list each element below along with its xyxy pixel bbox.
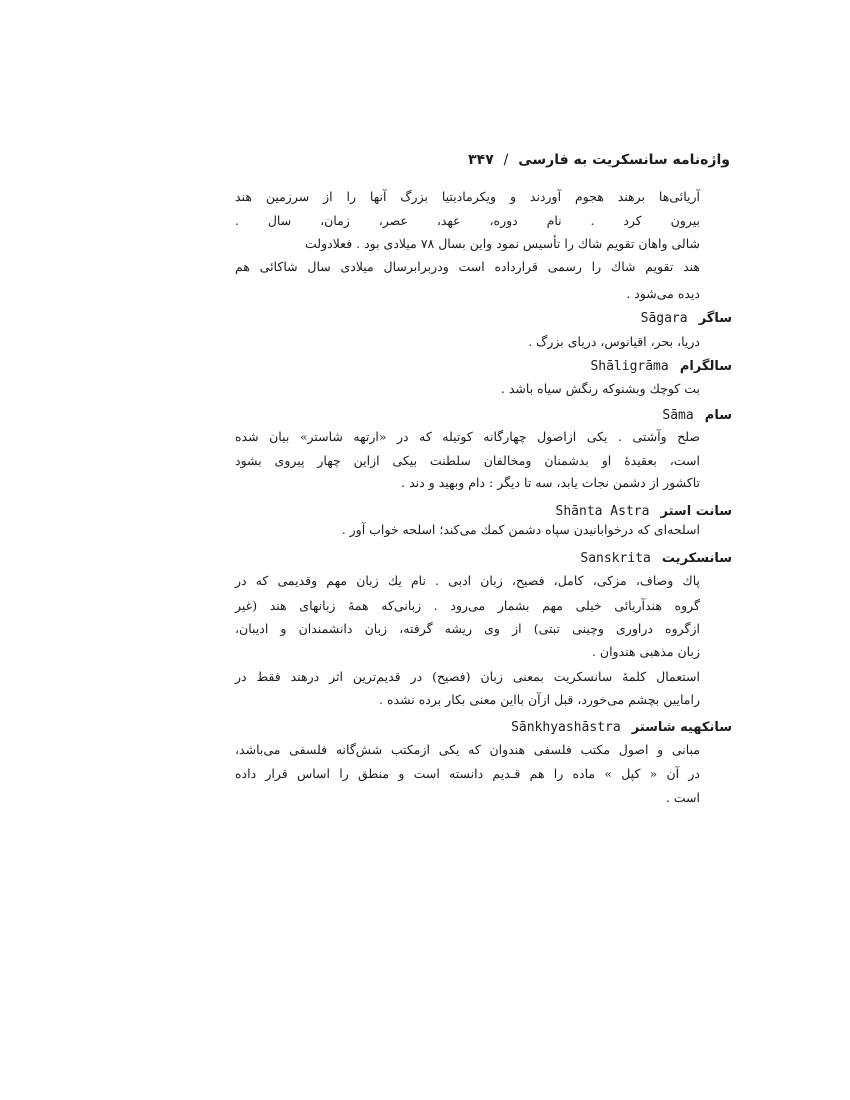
intro-line: دیده می‌شود . [626,286,700,301]
entry-heading [590,355,732,375]
intro-line: شالی واهان تقویم شاك را تأسیس نمود واین بسال ۷۸ میلادی بود . فعلادولت [305,236,700,251]
entry-definition-line: استعمال کلمهٔ سانسکریت بمعنی زبان (فصیح) در قدیم‌ترین اثر درهند فقط در [235,669,700,684]
entry-term-persian: ساگر [698,311,732,326]
entry-term-latin: Sanskrita [580,551,651,566]
entry-term-latin: Sāgara [640,311,688,326]
entry-heading [556,500,732,520]
entry-heading [641,307,732,327]
entry-definition-line: ازگروه دراوری وچینی تبتی) از وی ریشه گرفته، زبان دانشمندان و ادیبان، [235,621,700,636]
entry-definition-line: رامایین بچشم می‌خورد، قبل ازآن بااین معنی بکار برده نشده . [379,692,700,707]
entry-term-persian: سالگرام [679,359,732,374]
entry-definition-line: بت کوچك وبشنوکه رنگش سیاه باشد . [500,381,700,396]
entry-term-latin: Sāma [662,408,694,423]
entry-term-persian: سانسکریت [661,551,732,566]
intro-line: بیرون کرد . نام دوره، عهد، عصر، زمان، سال . [235,213,700,228]
intro-line: هند تقویم شاك را رسمی قرارداده است ودربرابرسال میلادی سال شاکائی هم [235,259,700,274]
entry-heading [662,404,732,424]
entry-definition-line: دریا، بحر، اقیانوس، دریای بزرگ . [528,334,700,349]
intro-line: آریائی‌ها برهند هجوم آوردند و ویکرمادیتیا بزرگ آنها را از سرزمین هند [235,189,700,204]
entry-term-persian: سانت استر [660,504,732,519]
entry-term-latin: Shānta Astra [555,504,650,519]
header-title: واژه‌نامه سانسکریت به فارسی [518,152,730,168]
entry-definition-line: اسلحه‌ای که درخوابانیدن سپاه دشمن کمك می‌کند؛ اسلحه خواب آور . [341,522,700,537]
page-number: ۳۴۷ [468,152,494,168]
entry-definition-line: صلح وآشتی . یکی ازاصول چهارگانه کوتیله که در «ارتهه شاستر» بیان شده [235,429,700,444]
entry-definition-line: تاکشور از دشمن نجات یابد، سه تا دیگر : دام وبهید و دند . [401,475,700,490]
entry-heading [580,547,732,567]
entry-term-persian: سانکهیه شاستر [631,720,732,735]
entry-definition-line: در آن « کپل » ماده را هم قـدیم دانسته است و منطق را اساس قرار داده [235,766,700,781]
entry-definition-line: است . [665,790,700,805]
entry-term-persian: سام [704,408,732,423]
entry-heading [511,716,732,736]
entry-definition-line: است، بعقیدهٔ او بدشمنان ومخالفان سلطنت بیکی ازاین چهار پیروی بشود [235,453,700,468]
running-header [232,152,730,174]
entry-term-latin: Sānkhyashāstra [511,720,621,735]
entry-definition-line: زبان مذهبی هندوان . [591,644,700,659]
entry-definition-line: مبانی و اصول مکتب فلسفی هندوان که یکی ازمکتب شش‌گانه فلسفی می‌باشد، [235,742,700,757]
entry-term-latin: Shāligrāma [590,359,669,374]
header-separator: / [503,152,509,168]
entry-definition-line: گروه هندآریائی خیلی مهم بشمار می‌رود . زبانی‌که همهٔ زبانهای هند (غیر [235,598,700,613]
entry-definition-line: پاك وصاف، مزکی، کامل، فصیح، زبان ادبی . نام یك زبان مهم وقدیمی که در [235,573,700,588]
